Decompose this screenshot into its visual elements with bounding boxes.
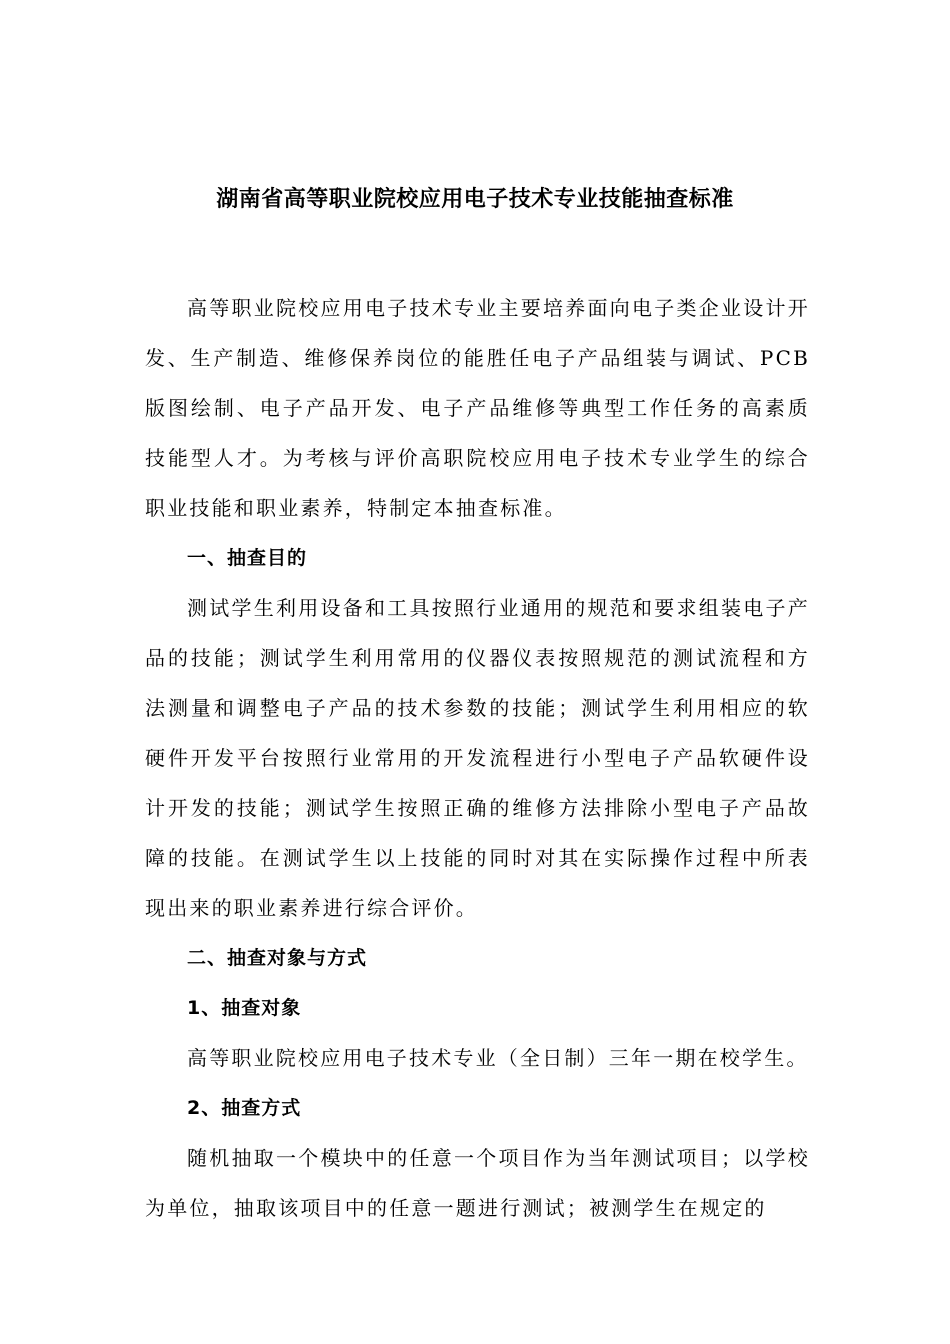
subsection-1-heading: 1、抽查对象 <box>187 997 302 1019</box>
section-2-heading: 二、抽查对象与方式 <box>187 947 368 969</box>
document-body <box>145 283 810 1233</box>
subsection-2-paragraph: 随机抽取一个模块中的任意一个项目作为当年测试项目；以学校为单位，抽取该项目中的任意一题进行测试；被测学生在规定的 <box>145 1146 810 1220</box>
section-1-paragraph: 测试学生利用设备和工具按照行业通用的规范和要求组装电子产品的技能；测试学生利用常用的仪器仪表按照规范的测试流程和方法测量和调整电子产品的技术参数的技能；测试学生利用相应的软硬件开发平台按照行业常用的开发流程进行小型电子产品软硬件设计开发的技能；测试学生按照正确的维修方法排除小型电子产品故障的技能。在测试学生以上技能的同时对其在实际操作过程中所表现出来的职业素养进行综合评价。 <box>145 596 810 920</box>
intro-paragraph: 高等职业院校应用电子技术专业主要培养面向电子类企业设计开发、生产制造、维修保养岗位的能胜任电子产品组装与调试、PCB版图绘制、电子产品开发、电子产品维修等典型工作任务的高素质技能型人才。为考核与评价高职院校应用电子技术专业学生的综合职业技能和职业素养，特制定本抽查标准。 <box>145 296 810 520</box>
subsection-1-paragraph: 高等职业院校应用电子技术专业（全日制）三年一期在校学生。 <box>187 1046 809 1070</box>
document-title: 湖南省高等职业院校应用电子技术专业技能抽查标准 <box>216 187 734 212</box>
subsection-2-heading: 2、抽查方式 <box>187 1097 302 1119</box>
section-1-heading: 一、抽查目的 <box>187 547 308 569</box>
